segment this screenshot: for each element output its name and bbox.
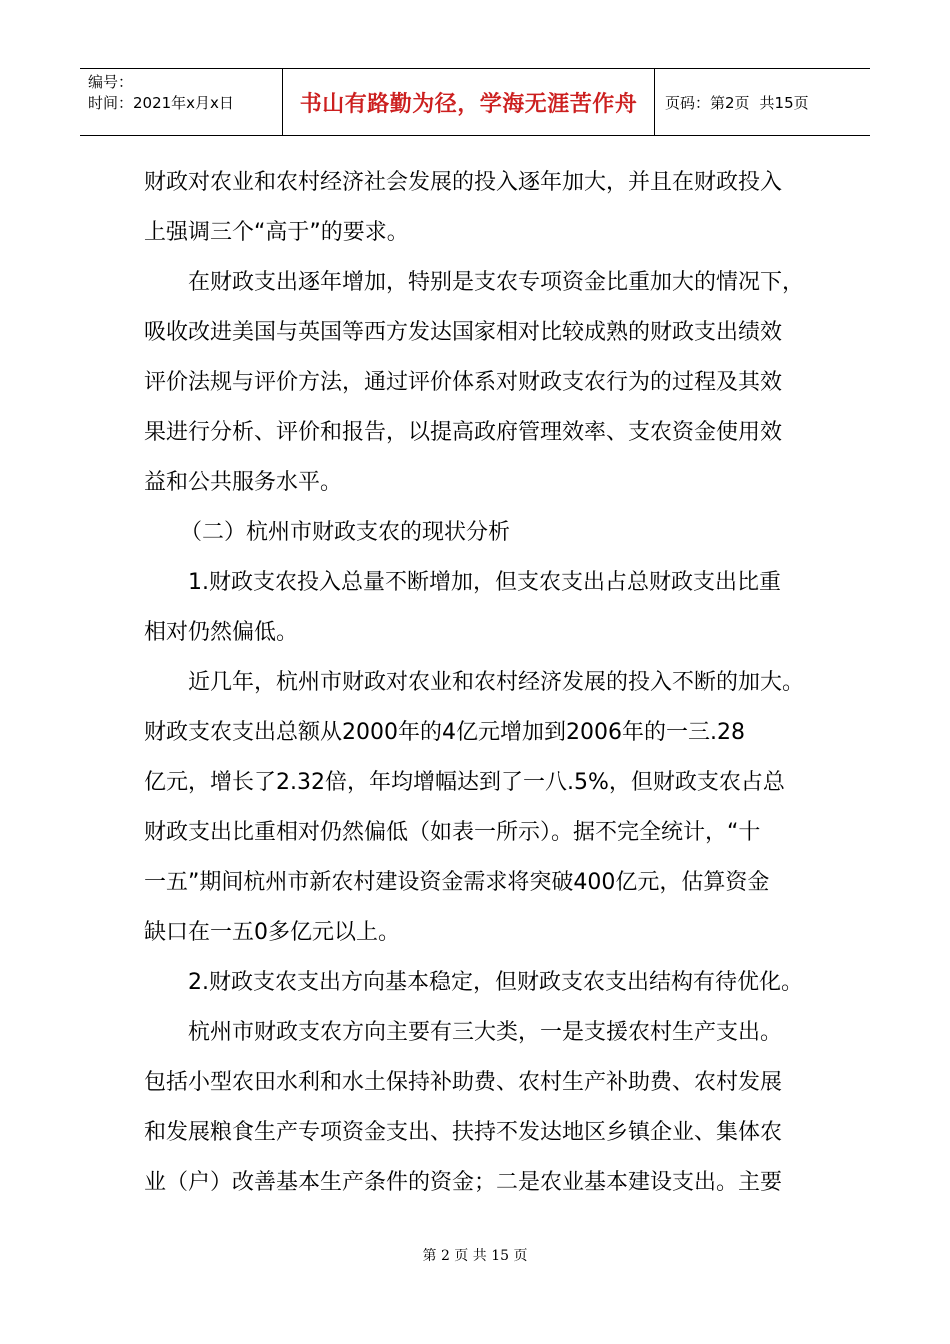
body-text-line: 2.财政支农支出方向基本稳定，但财政支农支出结构有待优化。 <box>188 970 803 995</box>
document-number-label: 编号： <box>88 73 134 91</box>
header-motto: 书山有路勤为径，学海无涯苦作舟 <box>283 69 655 135</box>
header-page-total: 共15页 <box>759 93 809 112</box>
body-text-line: 在财政支出逐年增加，特别是支农专项资金比重加大的情况下， <box>188 270 805 295</box>
body-text-line: 一五”期间杭州市新农村建设资金需求将突破400亿元，估算资金 <box>144 870 770 895</box>
body-text-line: 上强调三个“高于”的要求。 <box>144 220 409 245</box>
body-text-line: 业（户）改善基本生产条件的资金；二是农业基本建设支出。主要 <box>144 1170 783 1195</box>
body-text-line: 益和公共服务水平。 <box>144 470 343 495</box>
body-text-line: 果进行分析、评价和报告，以提高政府管理效率、支农资金使用效 <box>144 420 783 445</box>
body-text-line: 亿元，增长了2.32倍，年均增幅达到了一八.5%，但财政支农占总 <box>144 770 785 795</box>
body-text-line: 近几年，杭州市财政对农业和农村经济发展的投入不断的加大。 <box>188 670 805 695</box>
header-page-number: 页码：第2页 <box>665 93 750 112</box>
body-text-line: 缺口在一五0多亿元以上。 <box>144 920 400 945</box>
page-footer: 第 2 页 共 15 页 <box>422 1248 528 1264</box>
body-text-line: 财政支农支出总额从2000年的4亿元增加到2006年的一三.28 <box>144 720 745 745</box>
body-text-line: 包括小型农田水利和水土保持补助费、农村生产补助费、农村发展 <box>144 1070 783 1095</box>
body-text-line: 财政对农业和农村经济社会发展的投入逐年加大，并且在财政投入 <box>144 170 783 195</box>
document-body <box>144 158 812 1208</box>
body-text-line: 财政支出比重相对仍然偏低（如表一所示）。据不完全统计，“十 <box>144 820 761 845</box>
header-meta <box>80 69 283 135</box>
body-text-line: 评价法规与评价方法，通过评价体系对财政支农行为的过程及其效 <box>144 370 783 395</box>
page-header <box>80 68 870 136</box>
body-text-line: 吸收改进美国与英国等西方发达国家相对比较成熟的财政支出绩效 <box>144 320 783 345</box>
body-text-line: 和发展粮食生产专项资金支出、扶持不发达地区乡镇企业、集体农 <box>144 1120 783 1145</box>
body-text-line: 1.财政支农投入总量不断增加，但支农支出占总财政支出比重 <box>188 570 781 595</box>
body-text-line: （二）杭州市财政支农的现状分析 <box>180 520 511 545</box>
body-text-line: 相对仍然偏低。 <box>144 620 299 645</box>
document-date-label: 时间：2021年x月x日 <box>88 94 234 112</box>
body-text-line: 杭州市财政支农方向主要有三大类，一是支援农村生产支出。 <box>188 1020 783 1045</box>
header-page-info <box>655 69 870 135</box>
